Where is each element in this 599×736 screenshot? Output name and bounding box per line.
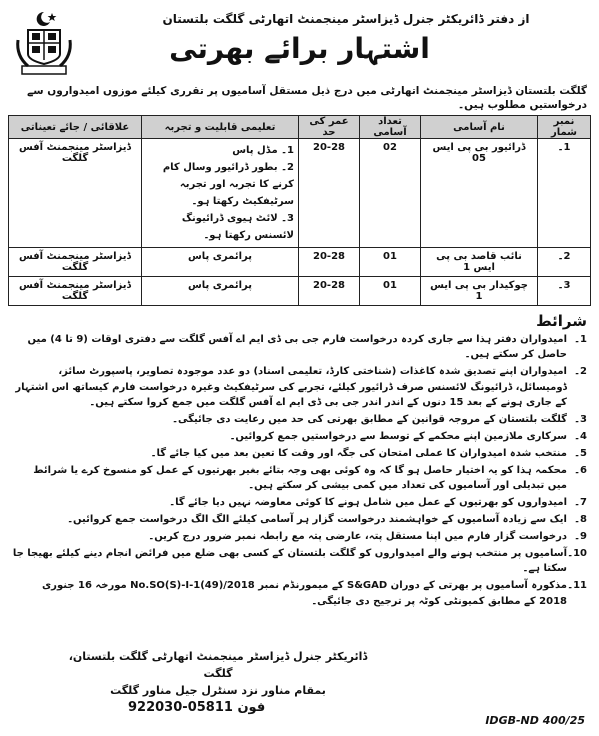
condition-number: 8۔	[574, 513, 587, 525]
table-row	[9, 139, 591, 248]
condition-text: مذکورہ آسامیوں پر بھرتی کے دوران S&GAD کے میمورنڈم نمبر No.SO(S)-I-1(49)/2018 مورخہ 16 جنوری 2018 کے مطابق کمیونٹی کوٹہ پر ترجیح دی جائیگی۔	[42, 580, 567, 607]
qualification-cell: پرائمری پاس	[142, 248, 299, 277]
age-cell: 20-28	[299, 277, 360, 306]
location-cell: ڈیزاسٹر مینجمنٹ آفس گلگت	[9, 248, 142, 277]
reference-number: IDGB-ND 400/25	[485, 714, 585, 727]
table-row	[9, 248, 591, 277]
column-header: نام آسامی	[421, 116, 538, 139]
serial-cell: 1۔	[538, 139, 591, 248]
condition-number: 3۔	[574, 414, 587, 426]
list-item	[12, 512, 587, 527]
count-cell: 01	[360, 277, 421, 306]
age-cell: 20-28	[299, 248, 360, 277]
condition-number: 2۔	[574, 366, 587, 378]
qualification-line: 2۔ بطور ڈرائیور وسال کام کرنے کا تجربہ اور تجربہ سرٹیفکیٹ رکھتا ہو۔	[162, 162, 294, 207]
condition-number: 1۔	[574, 334, 587, 345]
conditions-title: شرائط	[536, 312, 587, 330]
intro-text: گلگت بلتستان ڈیزاسٹر مینجمنٹ اتھارٹی میں درج ذیل مستقل آسامیوں پر تقرری کیلئے موزوں امیدواروں سے درخواستیں مطلوب ہیں۔	[27, 85, 587, 111]
condition-text: محکمہ ہذا کو یہ اختیار حاصل ہو گا کہ وہ کوئی بھی وجہ بتائے بغیر بھرتیوں کے عمل کو منسوخ کرے یا شرائط میں تبدیلی اور آسامیوں کی تعداد میں کمی بیشی کر سکتے ہیں۔	[33, 464, 567, 492]
column-header: عمر کی حد	[299, 116, 360, 139]
location-cell: ڈیزاسٹر مینجمنٹ آفس گلگت	[9, 139, 142, 248]
condition-number: 5۔	[574, 447, 587, 459]
list-item	[12, 529, 587, 544]
condition-text: سرکاری ملازمین اپنے محکمے کے توسط سے درخواستیں جمع کروائیں۔	[229, 430, 567, 442]
column-header: علاقائی / جائے تعیناتی	[9, 116, 142, 139]
list-item	[12, 332, 587, 363]
list-item	[12, 546, 587, 577]
list-item	[12, 364, 587, 410]
list-item	[12, 412, 587, 427]
condition-text: امیدواران دفتر ہذا سے جاری کردہ درخواست فارم جی بی ڈی ایم اے آفس گلگت سے دفتری اوقات (9 تا 4) میں حاصل کر سکتے ہیں۔	[27, 334, 567, 361]
post-cell: نائب قاصد بی پی ایس 1	[421, 248, 538, 277]
header	[8, 6, 591, 82]
table-header-row	[9, 116, 591, 139]
qualification-line: 1۔ مڈل پاس	[232, 145, 294, 156]
condition-number: 6۔	[574, 464, 587, 476]
condition-text: درخواست گزار فارم میں اپنا مستقل پتہ، عارضی پتہ مع رابطہ نمبر ضرور درج کریں۔	[148, 530, 567, 542]
condition-text: گلگت بلتستان کے مروجہ قوانین کے مطابق بھرتی کی حد میں رعایت دی جائیگی۔	[172, 414, 567, 426]
column-header: تعداد آسامی	[360, 116, 421, 139]
condition-text: ایک سے زیادہ آسامیوں کے خواہشمند درخواست گزار ہر آسامی کیلئے الگ الگ درخواست جمع کروائیں۔	[67, 513, 567, 525]
condition-number: 9۔	[574, 530, 587, 542]
column-header: نمبر شمار	[538, 116, 591, 139]
posts-table	[8, 115, 591, 306]
location-cell: ڈیزاسٹر مینجمنٹ آفس گلگت	[9, 277, 142, 306]
qualification-cell: پرائمری پاس	[142, 277, 299, 306]
list-item	[12, 463, 587, 494]
list-item	[12, 495, 587, 510]
count-cell: 02	[360, 139, 421, 248]
condition-text: امیدواروں کو بھرتیوں کے عمل میں شامل ہونے کا کوئی معاوضہ نہیں دیا جائے گا۔	[169, 497, 567, 509]
serial-cell: 2۔	[538, 248, 591, 277]
list-item	[12, 429, 587, 444]
list-item	[12, 446, 587, 461]
count-cell: 01	[360, 248, 421, 277]
condition-number: 4۔	[574, 430, 587, 442]
age-cell: 20-28	[299, 139, 360, 248]
condition-number: 10۔	[567, 547, 587, 559]
condition-text: امیدواران اپنے تصدیق شدہ کاغذات (شناختی کارڈ، تعلیمی اسناد) دو عدد موجودہ تصاویر، پاسپورٹ سائز، ڈومیسائل، ڈرائیونگ لائسنس صرف ڈرائیور کیلئے، تجربے کی سرٹیفکیٹ وغیرہ درخواست فارم کیساتھ اس اشتہار کے جاری ہونے کے بعد 15 دنوں کے اندر اندر جی بی ڈی ایم اے آفس گلگت میں جمع کروا سکتے ہیں۔	[15, 366, 567, 409]
signature-block	[68, 648, 368, 699]
signature-title: ڈائریکٹر جنرل ڈیزاسٹر مینجمنٹ اتھارٹی گلگت بلتستان، گلگت	[68, 650, 368, 680]
serial-cell: 3۔	[538, 277, 591, 306]
condition-text: آسامیوں پر منتخب ہونے والے امیدواروں کو گلگت بلتستان کے کسی بھی ضلع میں فرائض انجام دینے کیلئے بھیجا جا سکتا ہے۔	[12, 547, 567, 575]
column-header: تعلیمی قابلیت و تجربہ	[142, 116, 299, 139]
office-address: بمقام مناور نزد سنٹرل جیل مناور گلگت	[110, 684, 326, 697]
advertisement-title: اشتہار برائے بھرتی	[169, 32, 430, 65]
list-item	[12, 578, 587, 609]
office-line: از دفتر ڈائریکٹر جنرل ڈیزاسٹر مینجمنٹ اتھارٹی گلگت بلتستان	[162, 12, 530, 26]
qualification-cell	[142, 139, 299, 248]
condition-number: 11۔	[567, 580, 587, 592]
post-cell: چوکیدار بی پی ایس 1	[421, 277, 538, 306]
conditions-list	[8, 332, 591, 609]
condition-text: منتخب شدہ امیدواران کا عملی امتحان کی جگہ اور وقت کا تعین بعد میں کیا جائے گا۔	[150, 447, 567, 459]
table-row	[9, 277, 591, 306]
qualification-line: 3۔ لائٹ ہیوی ڈرائیونگ لائسنس رکھتا ہو۔	[181, 213, 294, 241]
post-cell: ڈرائیور بی پی ایس 05	[421, 139, 538, 248]
condition-number: 7۔	[574, 497, 587, 509]
phone-number: فون 05811-922030	[128, 700, 266, 715]
footer	[8, 648, 591, 732]
